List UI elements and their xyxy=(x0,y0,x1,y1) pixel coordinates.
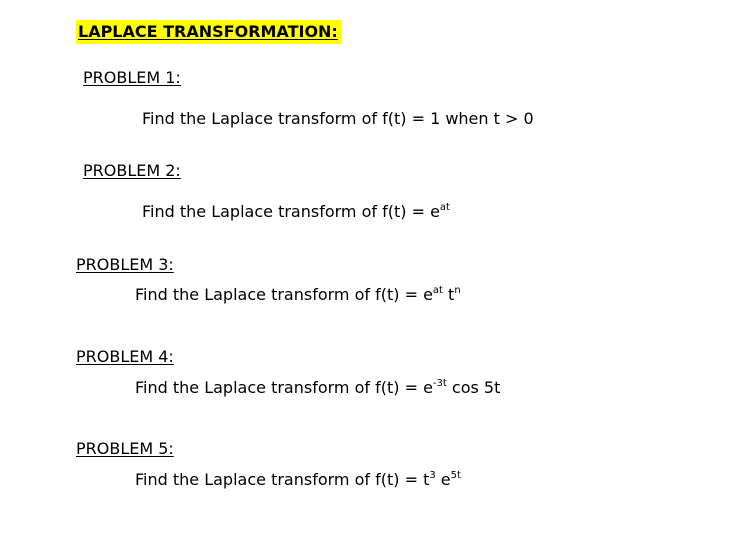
problem-5-label: PROBLEM 5: xyxy=(76,439,174,458)
problem-5-exponent: 3 xyxy=(429,470,436,481)
problem-1-text xyxy=(142,109,534,129)
problem-2-exponent: at xyxy=(439,202,450,213)
problem-3-statement: Find the Laplace transform of f(t) = e xyxy=(135,285,433,304)
problem-2-label: PROBLEM 2: xyxy=(83,161,181,180)
problem-3-tail-exponent: n xyxy=(454,285,461,296)
problem-4-text xyxy=(135,378,500,398)
problem-4-statement: Find the Laplace transform of f(t) = e xyxy=(135,378,433,397)
problem-5-tail: e xyxy=(435,470,451,489)
problem-3-label: PROBLEM 3: xyxy=(76,255,174,274)
problem-3-exponent: at xyxy=(432,285,443,296)
page-title: LAPLACE TRANSFORMATION: xyxy=(76,20,341,44)
problem-5-text xyxy=(135,470,461,490)
problem-4-exponent: -3t xyxy=(432,378,447,389)
problem-5-tail-exponent: 5t xyxy=(450,470,461,481)
problem-3-tail: t xyxy=(442,285,455,304)
problem-2-statement: Find the Laplace transform of f(t) = e xyxy=(142,202,440,221)
problem-3-text xyxy=(135,285,461,305)
problem-1-statement: Find the Laplace transform of f(t) = 1 when t > 0 xyxy=(142,109,534,128)
problem-4-tail: cos 5t xyxy=(446,378,501,397)
problem-2-text xyxy=(142,202,450,222)
problem-1-label: PROBLEM 1: xyxy=(83,68,181,87)
problem-5-statement: Find the Laplace transform of f(t) = t xyxy=(135,470,430,489)
problem-4-label: PROBLEM 4: xyxy=(76,347,174,366)
